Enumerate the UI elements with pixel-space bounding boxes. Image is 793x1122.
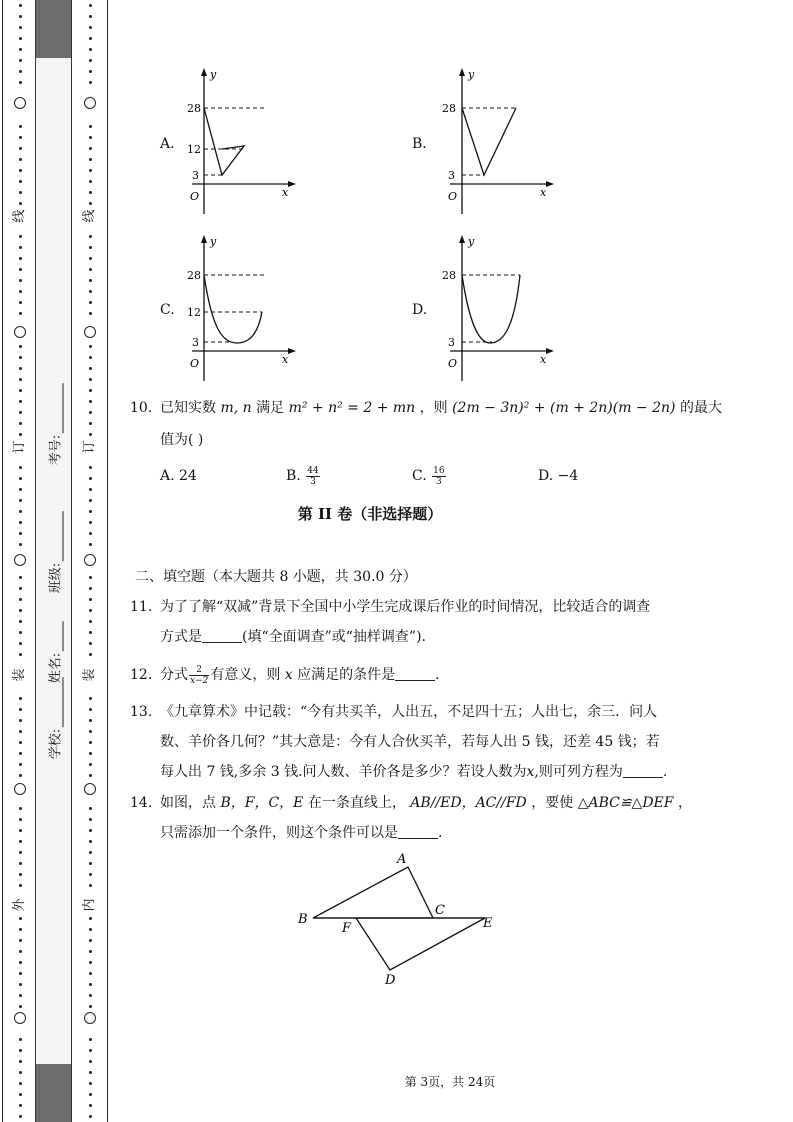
seal-dot xyxy=(19,862,22,865)
seal-dot xyxy=(89,191,92,194)
seal-dot xyxy=(19,1005,22,1008)
seal-ring-icon xyxy=(14,97,26,109)
seal-dot xyxy=(89,576,92,579)
seal-dot xyxy=(89,48,92,51)
y-axis-label: y xyxy=(468,235,475,248)
seal-dot xyxy=(19,708,22,711)
seal-dot xyxy=(19,818,22,821)
seal-dot xyxy=(89,235,92,238)
seal-dot xyxy=(89,312,92,315)
question-text: 数、羊价各几何？”其大意是：今有人合伙买羊，若每人出 5 钱，还差 45 钱；若 xyxy=(160,734,660,750)
seal-dot xyxy=(89,1005,92,1008)
y-axis-label: y xyxy=(468,68,475,81)
seal-dot xyxy=(19,631,22,634)
question-13 xyxy=(130,696,770,792)
seal-dot xyxy=(19,125,22,128)
seal-dot xyxy=(89,301,92,304)
geometry-figure xyxy=(290,848,510,993)
seal-dot xyxy=(89,774,92,777)
seal-dot xyxy=(19,202,22,205)
seal-dot xyxy=(19,1104,22,1107)
seal-dot xyxy=(19,829,22,832)
seal-dot xyxy=(89,862,92,865)
section-title: 第 II 卷（非选择题） xyxy=(297,505,443,523)
choice-b[interactable]: B. $\frac{44}{3}$ xyxy=(286,465,319,487)
question-11 xyxy=(130,591,770,655)
seal-dot xyxy=(89,411,92,414)
seal-dot xyxy=(89,147,92,150)
seal-dot xyxy=(19,400,22,403)
point-label-c: C xyxy=(435,903,445,918)
triangle-def xyxy=(356,918,485,970)
seal-dot xyxy=(89,488,92,491)
option-b-label: B. xyxy=(412,136,427,152)
seal-dot xyxy=(19,994,22,997)
seal-dot xyxy=(19,81,22,84)
seal-dot xyxy=(19,807,22,810)
option-d-label: D. xyxy=(412,302,428,318)
seal-dot xyxy=(89,587,92,590)
seal-dot xyxy=(19,356,22,359)
seal-dot xyxy=(89,763,92,766)
seal-dot xyxy=(19,587,22,590)
seal-dot xyxy=(19,1093,22,1096)
seal-dot xyxy=(89,268,92,271)
question-text: 方式是 (填“全面调查”或“抽样调查”). xyxy=(160,629,427,645)
seal-dot xyxy=(19,37,22,40)
seal-dot xyxy=(19,576,22,579)
tick-label: 28 xyxy=(442,102,456,115)
seal-dot xyxy=(89,26,92,29)
seal-dot xyxy=(89,1115,92,1118)
seal-dot xyxy=(19,477,22,480)
seal-dot xyxy=(89,279,92,282)
question-text: 值为( ) xyxy=(160,432,204,448)
question-number: 13. xyxy=(130,704,153,720)
question-10 xyxy=(130,392,770,492)
graph-option-d xyxy=(440,233,560,383)
seal-dot xyxy=(19,4,22,7)
seal-dot xyxy=(19,719,22,722)
seal-dot xyxy=(89,1093,92,1096)
question-text: 为了了解“双减”背景下全国中小学生完成课后作业的时间情况，比较适合的调查 xyxy=(160,599,651,615)
part-title: 二、填空题（本大题共 8 小题，共 30.0 分） xyxy=(135,569,417,585)
question-12 xyxy=(130,659,770,693)
seal-dot xyxy=(89,136,92,139)
choice-c[interactable]: C. $\frac{16}{3}$ xyxy=(412,465,445,487)
seal-char: 内 xyxy=(81,896,99,914)
point-label-f: F xyxy=(342,921,352,936)
seal-ring-icon xyxy=(14,1012,26,1024)
seal-dot xyxy=(89,1060,92,1063)
tick-label: 3 xyxy=(192,336,199,349)
seal-dot xyxy=(19,763,22,766)
question-text: 已知实数 m, n 满足 m² + n² = 2 + mn ，则 (2m − 3n)² + (m + 2n)(m − 2n) 的最大 xyxy=(160,400,722,416)
seal-dot xyxy=(19,620,22,623)
seal-dot xyxy=(89,400,92,403)
exam-number-field[interactable]: 考号: xyxy=(35,414,72,434)
answer-blank[interactable] xyxy=(395,667,435,681)
answer-blank[interactable] xyxy=(623,764,663,778)
seal-dot xyxy=(89,345,92,348)
question-text: 分式 $\frac{2}{x-2}$ 有意义，则 x 应满足的条件是 . xyxy=(160,664,440,686)
seal-dot xyxy=(89,37,92,40)
graph-curve xyxy=(204,275,262,343)
question-number: 12. xyxy=(130,667,153,683)
seal-dot xyxy=(19,268,22,271)
seal-dot xyxy=(89,873,92,876)
seal-char: 装 xyxy=(81,666,99,684)
question-14 xyxy=(130,787,770,851)
seal-dot xyxy=(89,1071,92,1074)
outer-seal-line xyxy=(8,0,32,1122)
seal-dot xyxy=(89,884,92,887)
option-c-label: C. xyxy=(160,302,175,318)
seal-char: 外 xyxy=(11,896,29,914)
seal-dot xyxy=(19,1049,22,1052)
seal-dot xyxy=(19,851,22,854)
seal-dot xyxy=(89,609,92,612)
seal-dot xyxy=(89,15,92,18)
point-label-a: A xyxy=(397,852,407,867)
graph-option-b xyxy=(440,66,560,216)
triangle-abc xyxy=(313,867,433,918)
seal-dot xyxy=(19,312,22,315)
seal-dot xyxy=(89,466,92,469)
seal-dot xyxy=(89,158,92,161)
seal-dot xyxy=(89,653,92,656)
seal-dot xyxy=(19,840,22,843)
seal-dot xyxy=(19,653,22,656)
seal-dot xyxy=(89,928,92,931)
seal-dot xyxy=(19,389,22,392)
point-label-e: E xyxy=(483,916,493,931)
seal-dot xyxy=(19,290,22,293)
tick-label: 12 xyxy=(187,143,201,156)
graph-line xyxy=(204,108,244,175)
seal-dot xyxy=(89,719,92,722)
y-axis-label: y xyxy=(210,235,217,248)
point-label-b: B xyxy=(298,912,308,927)
seal-dot xyxy=(19,983,22,986)
tick-label: 3 xyxy=(448,336,455,349)
seal-dot xyxy=(89,125,92,128)
seal-dot xyxy=(19,543,22,546)
seal-dot xyxy=(19,466,22,469)
tick-label: 3 xyxy=(192,169,199,182)
origin-label: O xyxy=(448,357,458,370)
seal-dot xyxy=(19,147,22,150)
seal-ring-icon xyxy=(14,326,26,338)
seal-dot xyxy=(19,939,22,942)
seal-dot xyxy=(19,345,22,348)
seal-dot xyxy=(19,301,22,304)
seal-dot xyxy=(19,158,22,161)
seal-dot xyxy=(19,1115,22,1118)
seal-dot xyxy=(89,257,92,260)
school-field[interactable]: 学校: xyxy=(35,708,72,728)
binding-edge-line xyxy=(107,0,108,1122)
seal-dot xyxy=(19,752,22,755)
seal-dot xyxy=(89,730,92,733)
x-axis-label: x xyxy=(540,353,547,366)
seal-dot xyxy=(89,807,92,810)
seal-dot xyxy=(19,499,22,502)
seal-dot xyxy=(19,972,22,975)
seal-dot xyxy=(89,4,92,7)
seal-dot xyxy=(89,70,92,73)
seal-dot xyxy=(89,1038,92,1041)
seal-char: 装 xyxy=(11,666,29,684)
seal-char: 订 xyxy=(11,438,29,456)
seal-dot xyxy=(19,378,22,381)
seal-dot xyxy=(19,279,22,282)
class-field[interactable]: 班级: xyxy=(35,542,72,562)
seal-dot xyxy=(19,609,22,612)
seal-char: 订 xyxy=(81,438,99,456)
seal-dot xyxy=(89,290,92,293)
seal-dot xyxy=(19,15,22,18)
x-axis-label: x xyxy=(282,186,289,199)
seal-dot xyxy=(89,180,92,183)
seal-dot xyxy=(89,169,92,172)
inner-seal-line xyxy=(78,0,102,1122)
seal-dot xyxy=(89,477,92,480)
seal-dot xyxy=(19,642,22,645)
exam-page-content xyxy=(130,0,770,1122)
graph-line xyxy=(462,108,516,175)
seal-dot xyxy=(89,631,92,634)
origin-label: O xyxy=(448,190,458,203)
tick-label: 3 xyxy=(448,169,455,182)
seal-ring-icon xyxy=(84,97,96,109)
seal-dot xyxy=(89,818,92,821)
seal-dot xyxy=(19,741,22,744)
seal-dot xyxy=(89,246,92,249)
seal-dot xyxy=(19,488,22,491)
answer-blank[interactable] xyxy=(202,629,242,643)
seal-dot xyxy=(89,1104,92,1107)
seal-dot xyxy=(89,708,92,711)
x-axis-label: x xyxy=(540,186,547,199)
seal-dot xyxy=(89,433,92,436)
seal-dot xyxy=(19,180,22,183)
seal-dot xyxy=(89,697,92,700)
seal-dot xyxy=(89,356,92,359)
page-footer: 第 3页，共 24页 xyxy=(404,1075,496,1089)
origin-label: O xyxy=(190,357,200,370)
seal-dot xyxy=(89,642,92,645)
seal-ring-icon xyxy=(84,326,96,338)
seal-dot xyxy=(89,961,92,964)
tick-label: 12 xyxy=(187,306,201,319)
seal-dot xyxy=(19,422,22,425)
seal-dot xyxy=(19,598,22,601)
seal-dot xyxy=(89,983,92,986)
seal-dot xyxy=(19,169,22,172)
seal-char: 线 xyxy=(11,207,29,225)
seal-dot xyxy=(89,81,92,84)
question-text: 如图，点 B，F，C，E 在一条直线上， AB//ED，AC//FD ，要使 △ABC≌△DEF ， xyxy=(160,795,692,811)
question-text: 每人出 7 钱,多余 3 钱.问人数、羊价各是多少？若设人数为x,则可列方程为 . xyxy=(160,764,668,780)
graph-option-a xyxy=(182,66,302,216)
question-text: 只需添加一个条件，则这个条件可以是 . xyxy=(160,825,443,841)
seal-dot xyxy=(19,873,22,876)
seal-dot xyxy=(89,851,92,854)
seal-dot xyxy=(89,741,92,744)
tick-label: 28 xyxy=(442,269,456,282)
seal-dot xyxy=(19,730,22,733)
seal-dot xyxy=(19,26,22,29)
choice-d[interactable]: D. −4 xyxy=(538,468,579,484)
y-axis-label: y xyxy=(210,68,217,81)
seal-dot xyxy=(19,917,22,920)
seal-dot xyxy=(19,191,22,194)
seal-dot xyxy=(89,367,92,370)
seal-dot xyxy=(89,620,92,623)
seal-dot xyxy=(89,1049,92,1052)
seal-dot xyxy=(19,1082,22,1085)
question-text: 《九章算术》中记载：“今有共买羊，人出五，不足四十五；人出七，余三．问人 xyxy=(160,704,658,720)
seal-dot xyxy=(89,917,92,920)
seal-dot xyxy=(89,378,92,381)
seal-dot xyxy=(19,510,22,513)
seal-dot xyxy=(89,840,92,843)
seal-dot xyxy=(89,422,92,425)
seal-dot xyxy=(19,1038,22,1041)
seal-dot xyxy=(89,1082,92,1085)
seal-dot xyxy=(89,598,92,601)
question-number: 14. xyxy=(130,795,153,811)
name-field[interactable]: 姓名: xyxy=(35,642,72,662)
seal-dot xyxy=(19,1060,22,1063)
seal-dot xyxy=(19,70,22,73)
seal-dot xyxy=(19,411,22,414)
seal-dot xyxy=(19,48,22,51)
choice-a[interactable]: A. 24 xyxy=(160,468,197,484)
student-info-fields xyxy=(35,0,72,1122)
seal-dot xyxy=(19,367,22,370)
seal-dot xyxy=(89,532,92,535)
seal-dot xyxy=(19,532,22,535)
point-label-d: D xyxy=(385,973,396,988)
seal-dot xyxy=(19,257,22,260)
seal-dot xyxy=(89,543,92,546)
question-number: 10. xyxy=(130,400,153,416)
seal-ring-icon xyxy=(84,554,96,566)
seal-dot xyxy=(89,829,92,832)
binding-edge-line xyxy=(2,0,3,1122)
question-number: 11. xyxy=(130,599,153,615)
option-a-label: A. xyxy=(160,136,175,152)
seal-dot xyxy=(19,884,22,887)
graph-curve xyxy=(462,275,520,343)
x-axis-label: x xyxy=(282,353,289,366)
seal-dot xyxy=(19,246,22,249)
seal-dot xyxy=(19,59,22,62)
seal-dot xyxy=(19,136,22,139)
seal-dot xyxy=(19,1071,22,1074)
seal-ring-icon xyxy=(14,554,26,566)
seal-dot xyxy=(19,433,22,436)
seal-dot xyxy=(19,961,22,964)
seal-dot xyxy=(89,499,92,502)
graph-option-c xyxy=(182,233,302,383)
tick-label: 28 xyxy=(187,269,201,282)
seal-ring-icon xyxy=(14,783,26,795)
seal-char: 线 xyxy=(81,207,99,225)
seal-dot xyxy=(19,697,22,700)
seal-ring-icon xyxy=(84,783,96,795)
seal-dot xyxy=(89,59,92,62)
binding-margin xyxy=(0,0,108,1122)
origin-label: O xyxy=(190,190,200,203)
seal-dot xyxy=(19,950,22,953)
answer-blank[interactable] xyxy=(398,825,438,839)
seal-dot xyxy=(89,389,92,392)
tick-label: 28 xyxy=(187,102,201,115)
seal-dot xyxy=(89,994,92,997)
seal-dot xyxy=(89,939,92,942)
seal-ring-icon xyxy=(84,1012,96,1024)
seal-dot xyxy=(89,202,92,205)
seal-dot xyxy=(19,928,22,931)
seal-dot xyxy=(19,774,22,777)
seal-dot xyxy=(89,950,92,953)
seal-dot xyxy=(89,972,92,975)
seal-dot xyxy=(19,235,22,238)
seal-dot xyxy=(19,521,22,524)
seal-dot xyxy=(89,752,92,755)
